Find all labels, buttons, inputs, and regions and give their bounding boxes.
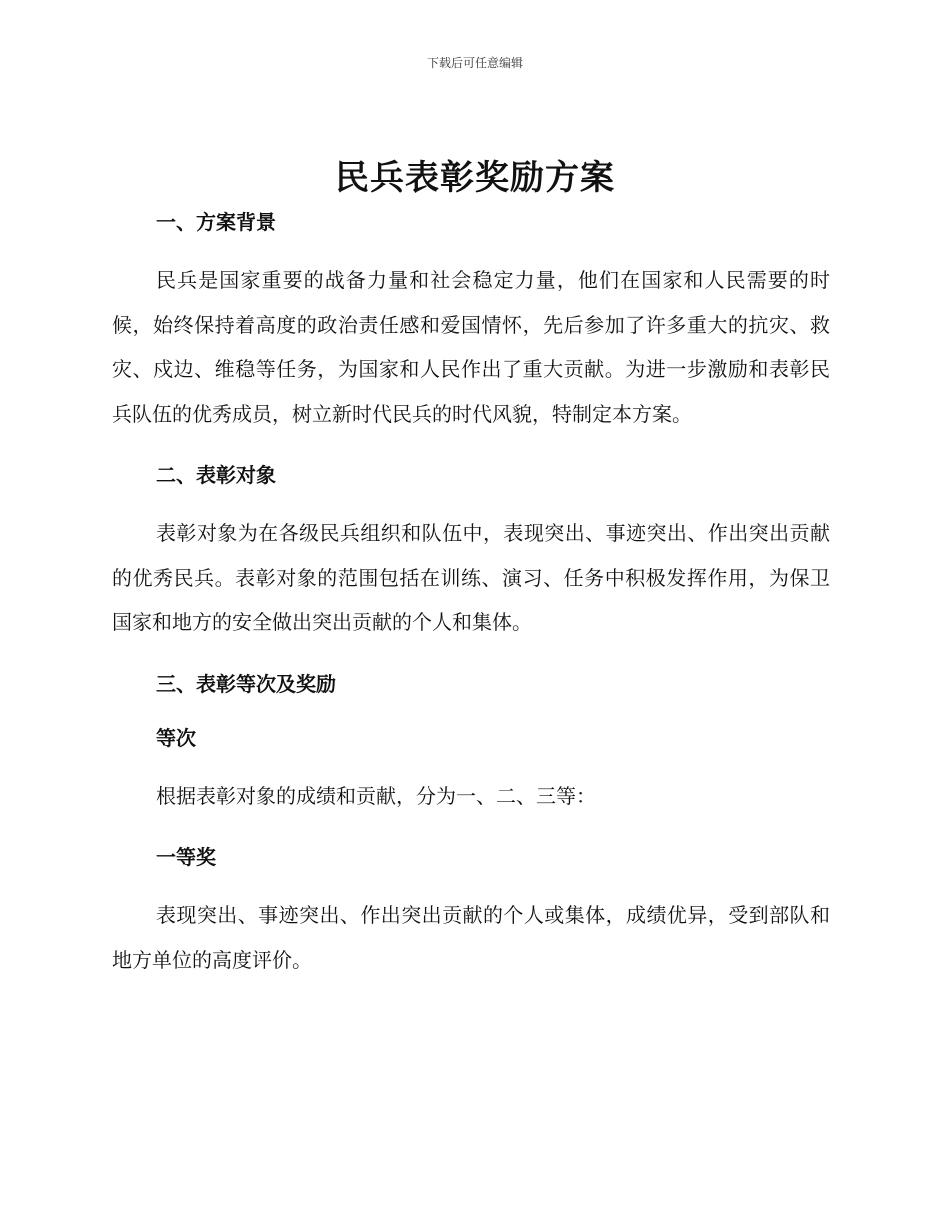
- section-heading-levels-rewards: 三、表彰等次及奖励: [156, 671, 336, 696]
- page-header-note: 下载后可任意编辑: [426, 56, 523, 70]
- section-heading-targets: 二、表彰对象: [156, 463, 276, 487]
- section-paragraph-levels: 根据表彰对象的成绩和贡献，分为一、二、三等：: [156, 783, 596, 808]
- section-paragraph-first-prize: 表现突出、事迹突出、作出突出贡献的个人或集体，成绩优异，受到部队和地方单位的高度评价。: [112, 903, 830, 972]
- document-title: 民兵表彰奖励方案: [335, 158, 615, 198]
- section-paragraph-targets: 表彰对象为在各级民兵组织和队伍中，表现突出、事迹突出、作出突出贡献的优秀民兵。表彰对象的范围包括在训练、演习、任务中积极发挥作用，为保卫国家和地方的安全做出突出贡献的个人和集体。: [112, 521, 830, 634]
- section-heading-first-prize: 一等奖: [156, 845, 216, 869]
- section-paragraph-background: 民兵是国家重要的战备力量和社会稳定力量，他们在国家和人民需要的时候，始终保持着高度的政治责任感和爱国情怀，先后参加了许多重大的抗灾、救灾、戍边、维稳等任务，为国家和人民作出了重大贡献。为进一步激励和表彰民兵队伍的优秀成员，树立新时代民兵的时代风貌，特制定本方案。: [112, 268, 830, 426]
- subheading-levels: 等次: [156, 725, 196, 750]
- section-heading-background: 一、方案背景: [156, 210, 276, 234]
- document-body: [112, 205, 830, 982]
